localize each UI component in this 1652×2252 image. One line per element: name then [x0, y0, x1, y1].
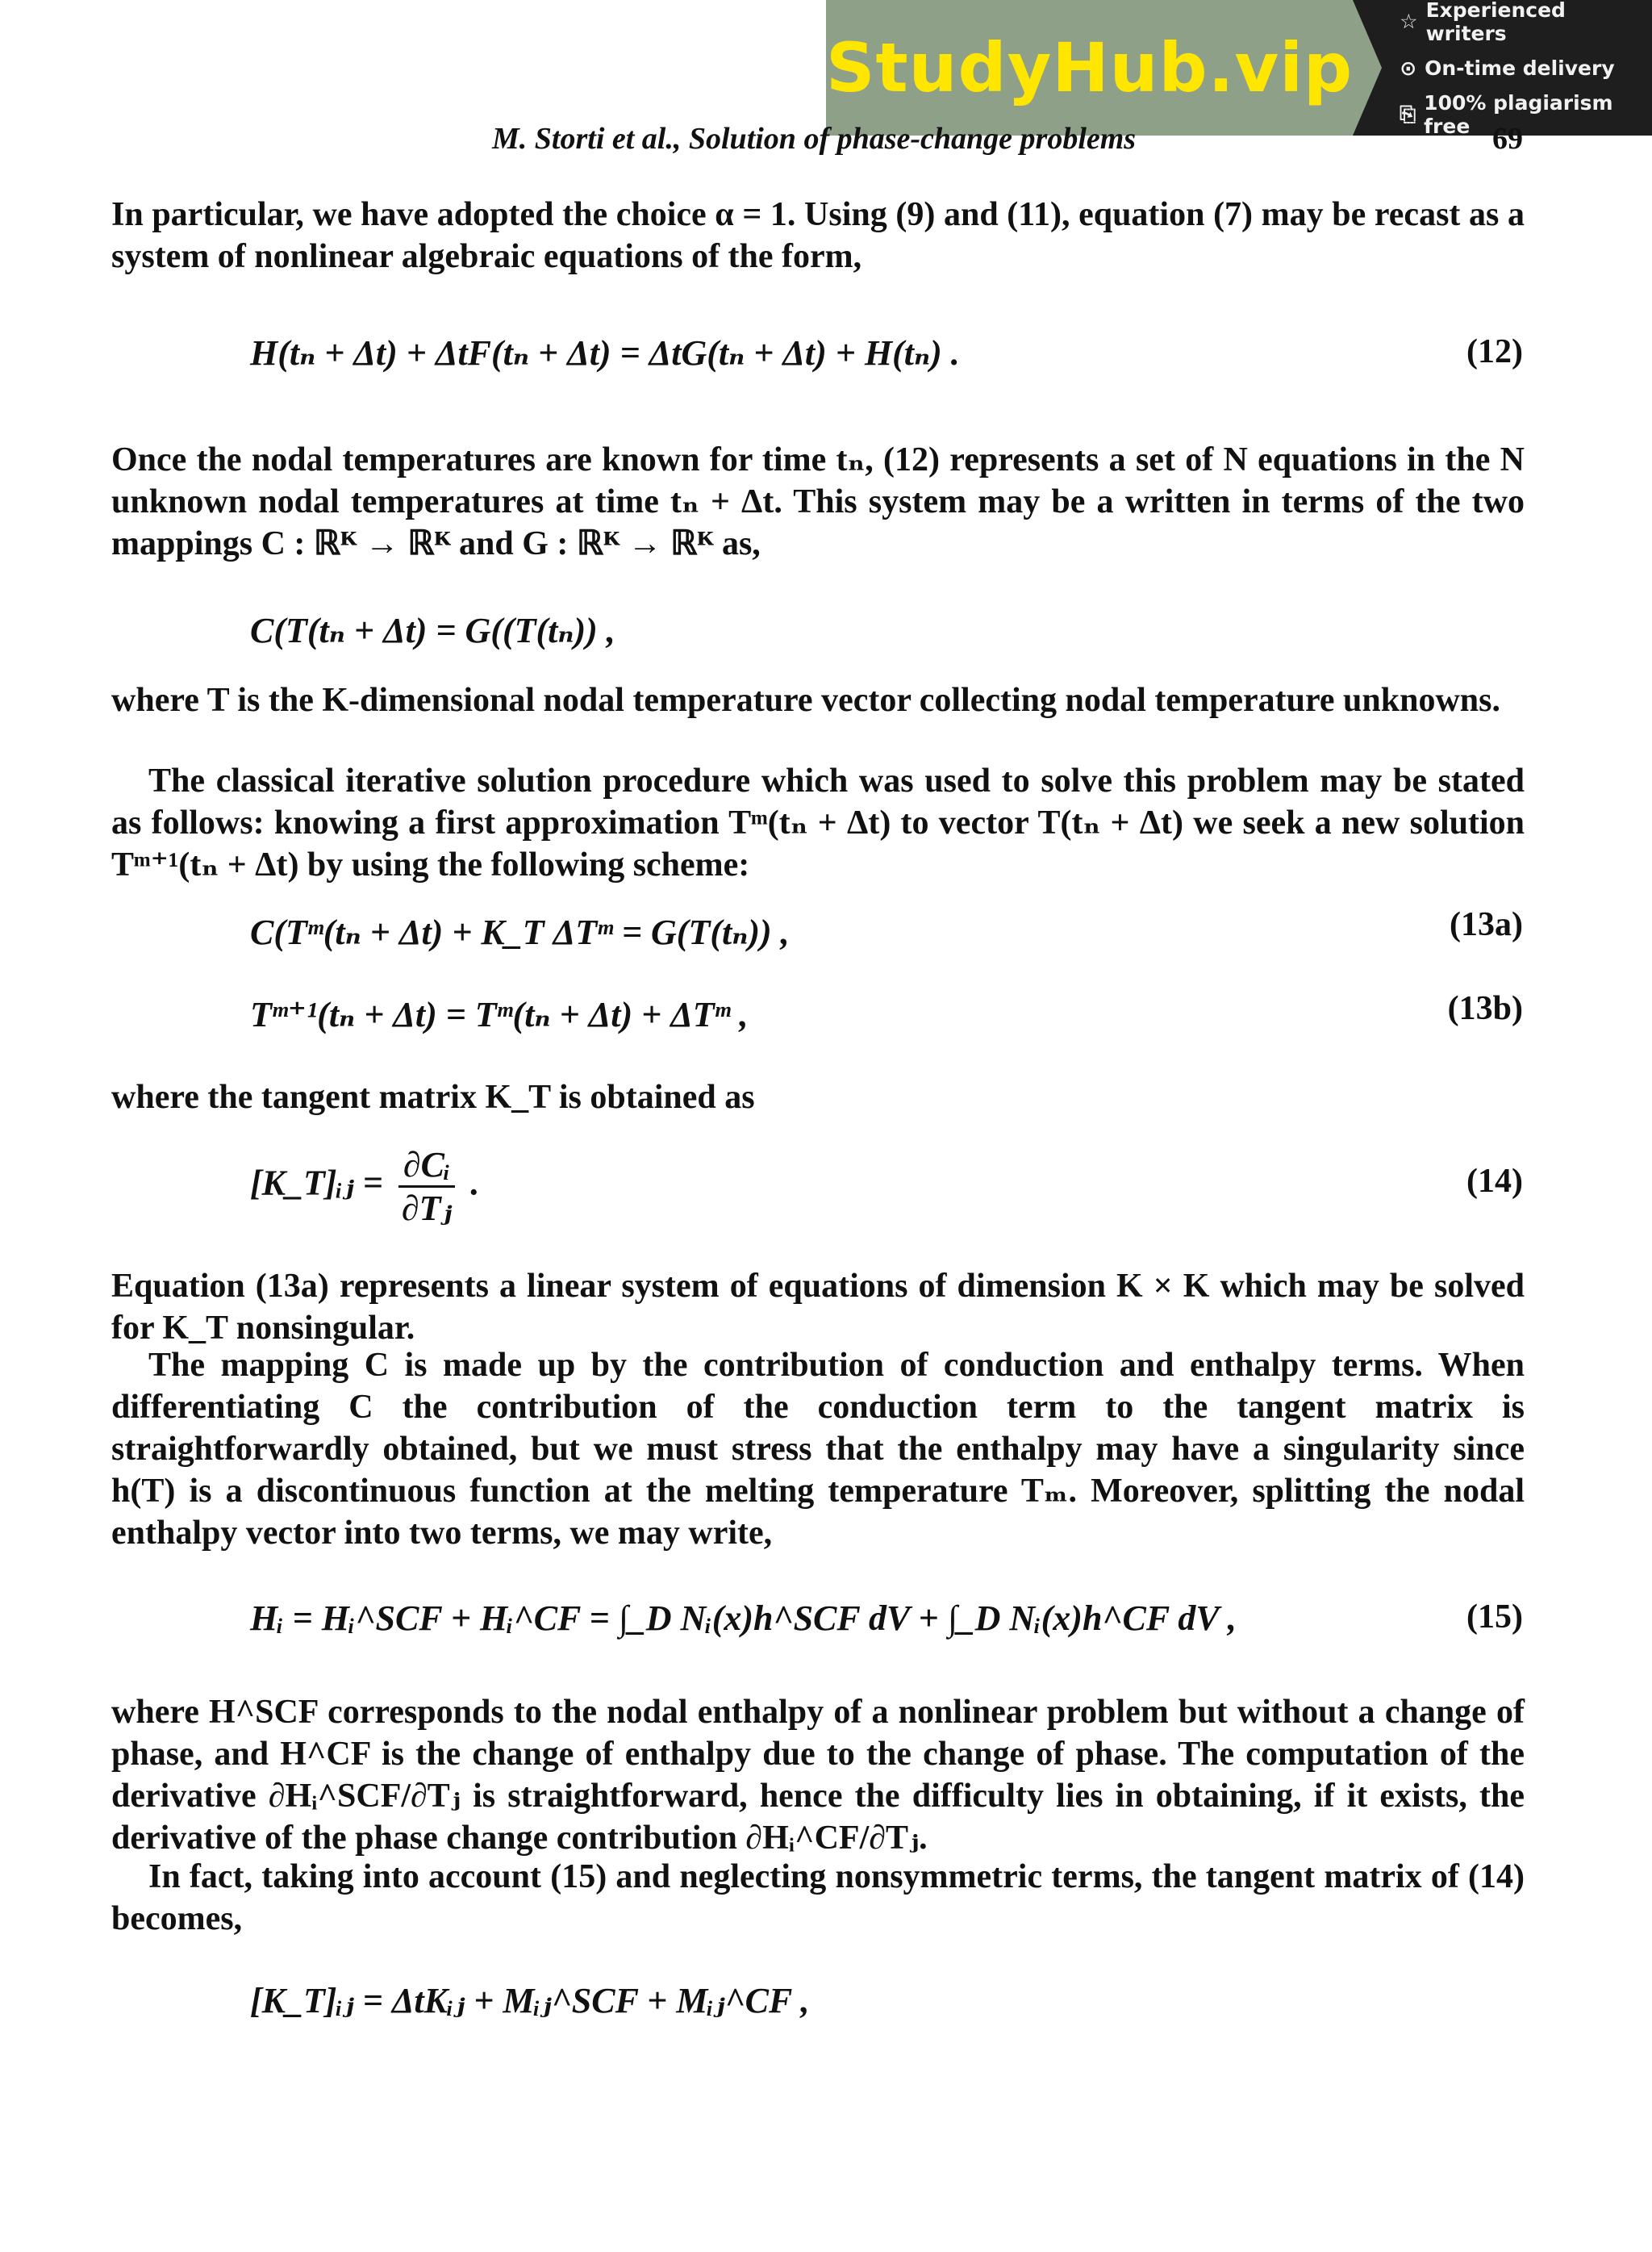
equation-12: H(tₙ + Δt) + ΔtF(tₙ + Δt) = ΔtG(tₙ + Δt) + H(tₙ) . — [250, 333, 960, 373]
paragraph-8: where H^SCF corresponds to the nodal enthalpy of a nonlinear problem but without a change of phase, and H^CF is the change of enthalpy due to the change of phase. The computation of the derivative ∂Hᵢ^SCF/∂Tⱼ is straightforward, hence the difficulty lies in obtaining, if it exists, the derivative of the phase change contribution ∂Hᵢ^CF/∂Tⱼ. — [111, 1694, 1525, 1857]
star-outline-icon: ☆ — [1400, 10, 1418, 33]
fraction-numerator: ∂Cᵢ — [398, 1144, 456, 1188]
banner-arrow — [1353, 0, 1382, 136]
fraction-denominator: ∂Tⱼ — [401, 1189, 453, 1228]
equation-14-tail: . — [470, 1163, 480, 1203]
equation-15: Hᵢ = Hᵢ^SCF + Hᵢ^CF = ∫_D Nᵢ(x)h^SCF dV + ∫_D Nᵢ(x)h^CF dV , — [250, 1598, 1237, 1638]
equation-14-number: (14) — [1466, 1163, 1523, 1200]
paragraph-5: where the tangent matrix K_T is obtained as — [111, 1079, 755, 1116]
banner-features — [1382, 0, 1652, 136]
feature-plagiarism-free: ⎘ 100% plagiarism free — [1400, 90, 1613, 138]
paragraph-4: The classical iterative solution procedure which was used to solve this problem may be stated as follows: knowing a first approximation Tᵐ(tₙ + Δt) to vector T(tₙ + Δt) we seek a new solution Tᵐ⁺¹(tₙ + Δt) by using the following scheme: — [111, 763, 1525, 884]
equation-13b-number: (13b) — [1447, 990, 1523, 1027]
paragraph-3: where T is the K-dimensional nodal temperature vector collecting nodal temperature unknowns. — [111, 682, 1500, 719]
equation-13a: C(Tᵐ(tₙ + Δt) + K_T ΔTᵐ = G(T(tₙ)) , — [250, 913, 790, 952]
equation-14 — [250, 1144, 479, 1229]
paragraph-7: The mapping C is made up by the contribution of conduction and enthalpy terms. When differentiating C the contribution of the conduction term to the tangent matrix is straightforwardly obtained, but we must stress that the enthalpy may have a singularity since h(T) is a discontinuous function at the melting temperature Tₘ. Moreover, splitting the nodal enthalpy vector into two terms, we may write, — [111, 1347, 1525, 1552]
studyhub-banner[interactable] — [826, 0, 1652, 136]
equation-14-lhs: [K_T]ᵢⱼ = — [250, 1163, 383, 1203]
equation-15-number: (15) — [1466, 1598, 1523, 1636]
feature-experienced-writers: ☆ Experienced writers — [1400, 0, 1566, 45]
feature-on-time-delivery: ⊙ On-time delivery — [1400, 56, 1615, 80]
equation-13b: Tᵐ⁺¹(tₙ + Δt) = Tᵐ(tₙ + Δt) + ΔTᵐ , — [250, 995, 749, 1034]
running-head: M. Storti et al., Solution of phase-change problems — [492, 122, 1137, 156]
page-number: 69 — [1492, 122, 1523, 156]
equation-13a-number: (13a) — [1450, 906, 1523, 943]
paragraph-6: Equation (13a) represents a linear system of equations of dimension K × K which may be solved for K_T nonsingular. — [111, 1268, 1525, 1347]
equation-tangent-matrix: [K_T]ᵢⱼ = ΔtKᵢⱼ + Mᵢⱼ^SCF + Mᵢⱼ^CF , — [250, 1981, 810, 2020]
equation-c-mapping: C(T(tₙ + Δt) = G((T(tₙ)) , — [250, 611, 615, 650]
copy-icon: ⎘ — [1400, 102, 1416, 126]
studyhub-logo[interactable]: StudyHub.vip — [826, 0, 1353, 136]
paragraph-9: In fact, taking into account (15) and neglecting nonsymmetric terms, the tangent matrix of (14) becomes, — [111, 1858, 1525, 1937]
clock-icon: ⊙ — [1400, 56, 1417, 80]
paragraph-1: In particular, we have adopted the choice α = 1. Using (9) and (11), equation (7) may be recast as a system of nonlinear algebraic equations of the form, — [111, 196, 1525, 275]
equation-12-number: (12) — [1466, 333, 1523, 370]
equation-14-fraction — [398, 1144, 456, 1229]
paragraph-2: Once the nodal temperatures are known for time tₙ, (12) represents a set of N equations in the N unknown nodal temperatures at time tₙ + Δt. This system may be a written in terms of the two mappings C : ℝᴷ → ℝᴷ and G : ℝᴷ → ℝᴷ as, — [111, 441, 1525, 562]
